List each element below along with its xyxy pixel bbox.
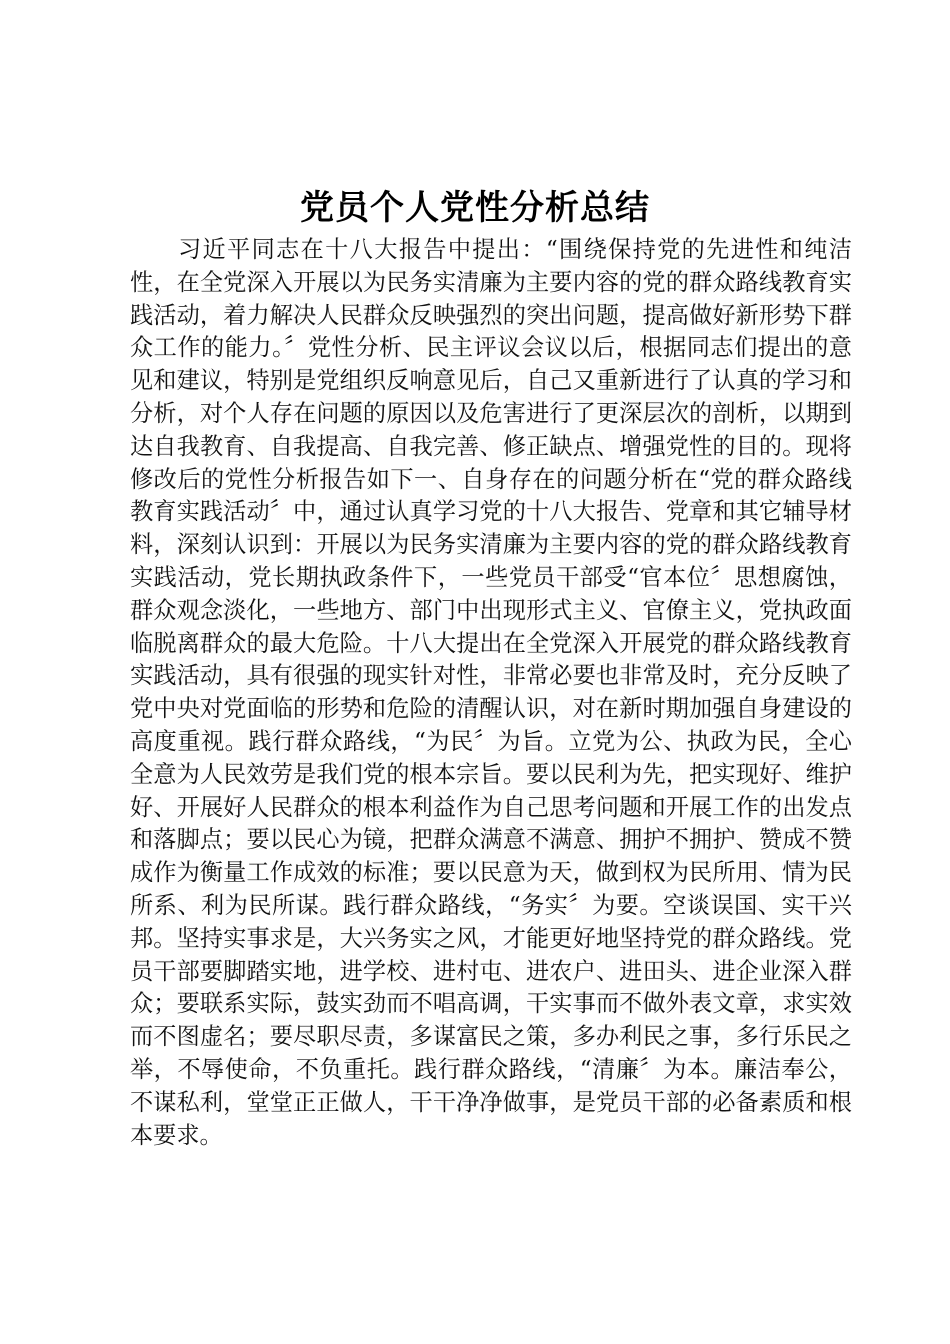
document-body-paragraph: 习近平同志在十八大报告中提出：“围绕保持党的先进性和纯洁性，在全党深入开展以为民务实清廉为主要内容的党的群众路线教育实践活动，着力解决人民群众反映强烈的突出问题，提高做好新形势下群众工作的能力。〞党性分析、民主评议会议以后，根据同志们提出的意见和建议，特别是党组织反响意见后，自己又重新进行了认真的学习和分析，对个人存在问题的原因以及危害进行了更深层次的剖析，以期到达自我教育、自我提高、自我完善、修正缺点、增强党性的目的。现将修改后的党性分析报告如下一、自身存在的问题分析在“党的群众路线教育实践活动〞中，通过认真学习党的十八大报告、党章和其它辅导材料，深刻认识到：开展以为民务实清廉为主要内容的党的群众路线教育实践活动，党长期执政条件下，一些党员干部受“官本位〞思想腐蚀，群众观念淡化，一些地方、部门中出现形式主义、官僚主义，党执政面临脱离群众的最大危险。十八大提出在全党深入开展党的群众路线教育实践活动，具有很强的现实针对性，非常必要也非常及时，充分反映了党中央对党面临的形势和危险的清醒认识，对在新时期加强自身建设的高度重视。践行群众路线，“为民〞为旨。立党为公、执政为民，全心全意为人民效劳是我们党的根本宗旨。要以民利为先，把实现好、维护好、开展好人民群众的根本利益作为自己思考问题和开展工作的出发点和落脚点；要以民心为镜，把群众满意不满意、拥护不拥护、赞成不赞成作为衡量工作成效的标准；要以民意为天，做到权为民所用、情为民所系、利为民所谋。践行群众路线，“务实〞为要。空谈误国、实干兴邦。坚持实事求是，大兴务实之风，才能更好地坚持党的群众路线。党员干部要脚踏实地，进学校、进村屯、进农户、进田头、进企业深入群众；要联系实际，鼓实劲而不唱高调，干实事而不做外表文章，求实效而不图虚名；要尽职尽责，多谋富民之策，多办利民之事，多行乐民之举，不辱使命，不负重托。践行群众路线，“清廉〞为本。廉洁奉公，不谋私利，堂堂正正做人，干干净净做事，是党员干部的必备素质和根本要求。	[130, 236, 852, 1149]
document-title: 党员个人党性分析总结	[300, 188, 650, 228]
